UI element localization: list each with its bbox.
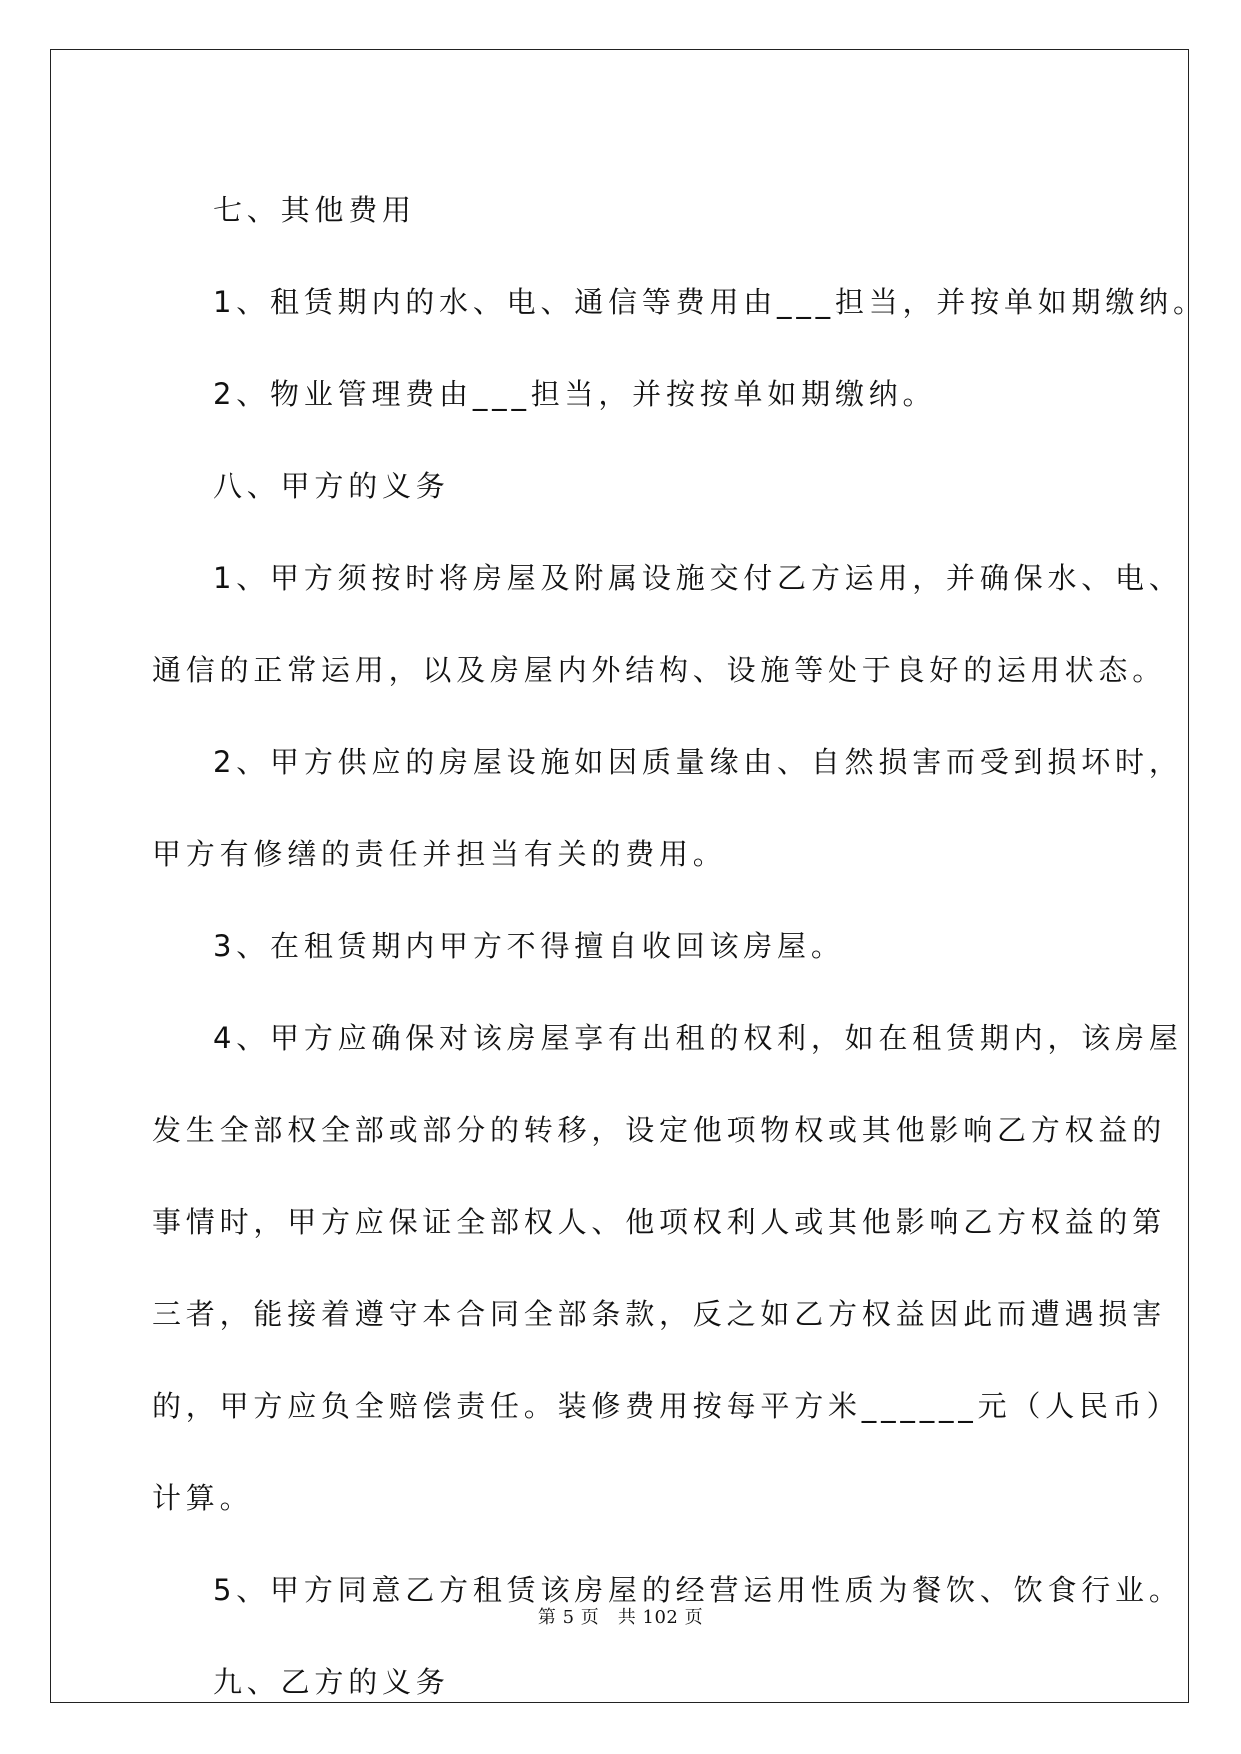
paragraph-line: 3、在租赁期内甲方不得擅自收回该房屋。: [213, 929, 845, 963]
paragraph-line: 的，甲方应负全赔偿责任。装修费用按每平方米______元（人民币）: [152, 1389, 1181, 1423]
paragraph-line: 发生全部权全部或部分的转移，设定他项物权或其他影响乙方权益的: [152, 1113, 1167, 1147]
paragraph-line: 2、甲方供应的房屋设施如因质量缘由、自然损害而受到损坏时，: [213, 745, 1183, 779]
section-heading-party-a-obligations: 八、甲方的义务: [213, 469, 450, 503]
document-body: [152, 164, 1207, 1728]
paragraph-line: 计算。: [152, 1481, 254, 1515]
paragraph-line: 三者，能接着遵守本合同全部条款，反之如乙方权益因此而遭遇损害: [152, 1297, 1167, 1331]
paragraph-line: 5、甲方同意乙方租赁该房屋的经营运用性质为餐饮、饮食行业。: [213, 1573, 1183, 1607]
paragraph-line: 1、租赁期内的水、电、通信等费用由___担当，并按单如期缴纳。: [213, 285, 1207, 319]
page-number-footer: 第 5 页 共 102 页: [537, 1607, 704, 1628]
paragraph-line: 1、甲方须按时将房屋及附属设施交付乙方运用，并确保水、电、: [213, 561, 1183, 595]
section-heading-party-b-obligations: 九、乙方的义务: [213, 1665, 450, 1699]
paragraph-line: 4、甲方应确保对该房屋享有出租的权利，如在租赁期内，该房屋: [213, 1021, 1183, 1055]
paragraph-line: 甲方有修缮的责任并担当有关的费用。: [152, 837, 727, 871]
paragraph-line: 事情时，甲方应保证全部权人、他项权利人或其他影响乙方权益的第: [152, 1205, 1167, 1239]
paragraph-line: 通信的正常运用，以及房屋内外结构、设施等处于良好的运用状态。: [152, 653, 1167, 687]
paragraph-line: 2、物业管理费由___担当，并按按单如期缴纳。: [213, 377, 937, 411]
section-heading-other-fees: 七、其他费用: [213, 193, 416, 227]
